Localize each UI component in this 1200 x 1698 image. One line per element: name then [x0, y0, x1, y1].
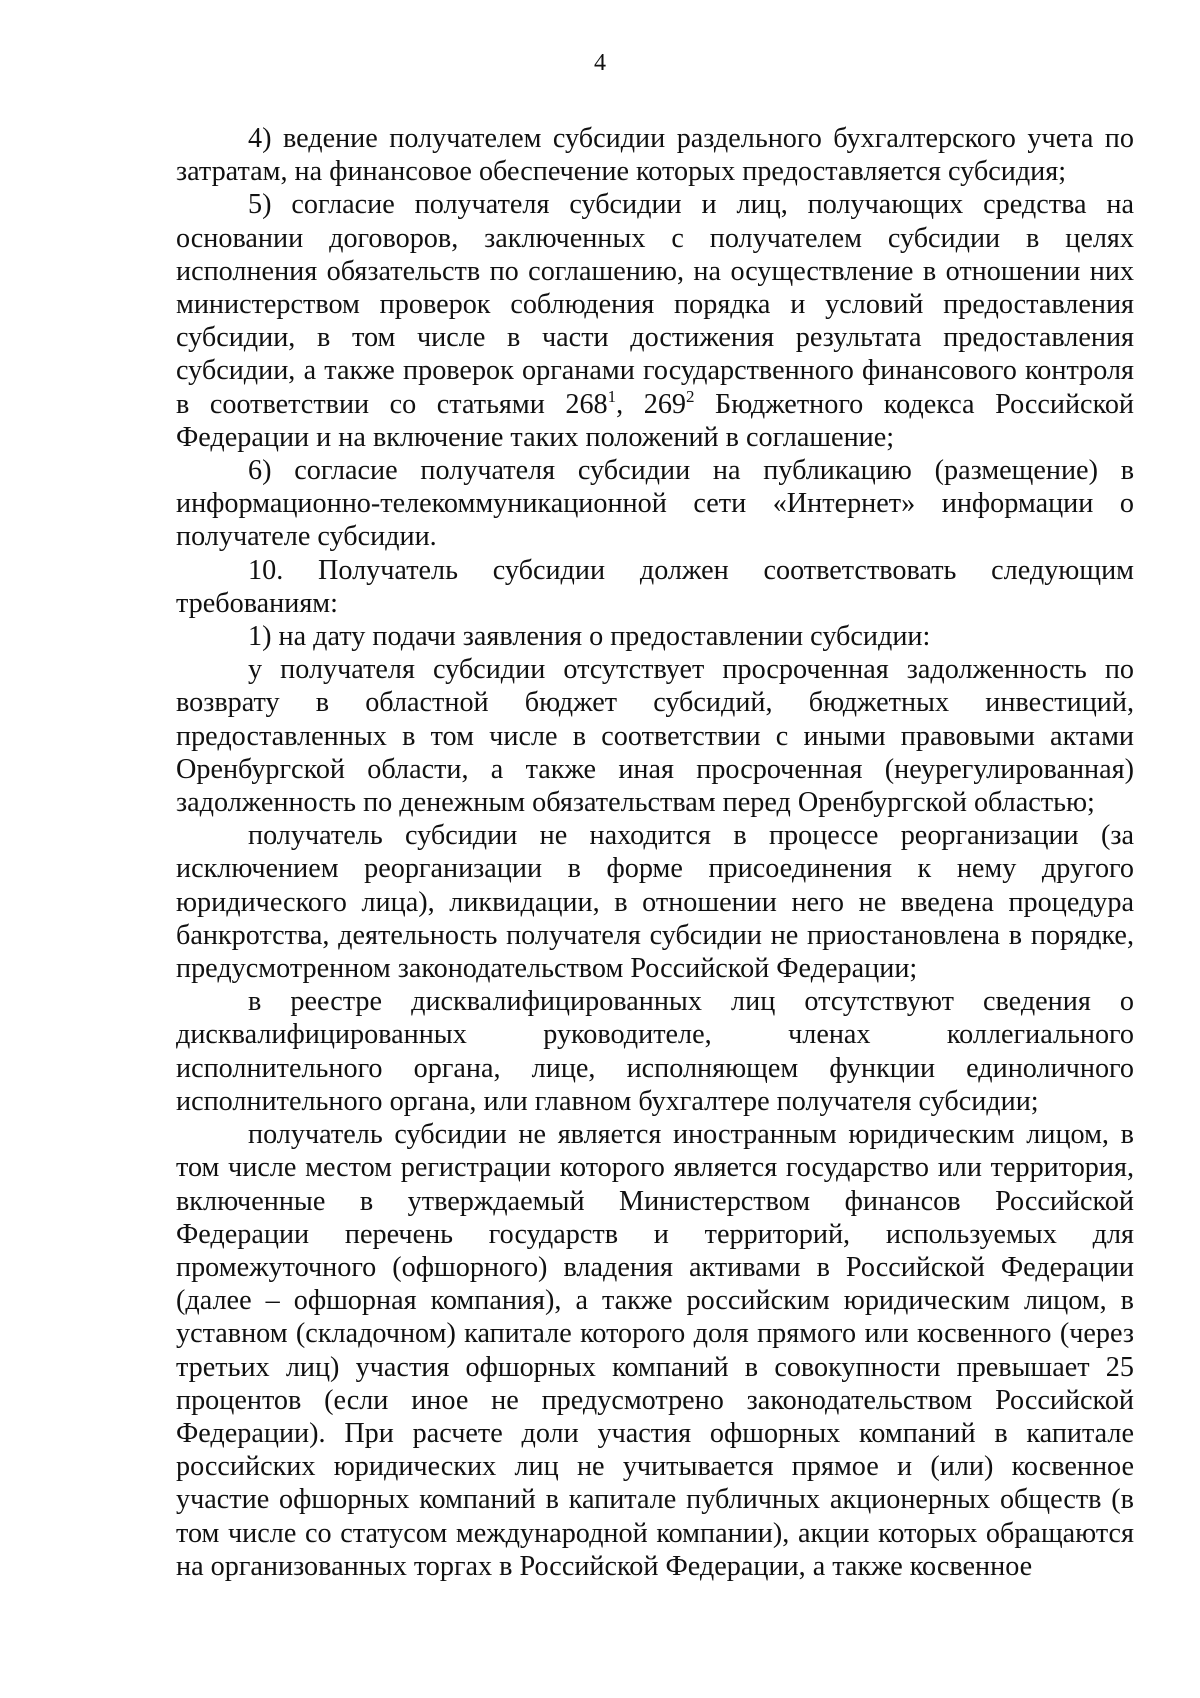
article-269-superscript: 2: [686, 386, 695, 406]
paragraph-item-6: 6) согласие получателя субсидии на публикацию (размещение) в информационно-телекоммуникационной сети «Интернет» информации о получателе субсидии.: [176, 455, 1134, 553]
paragraph-section-10: 10. Получатель субсидии должен соответствовать следующим требованиям:: [176, 554, 1134, 619]
paragraph-item-5: [176, 188, 1134, 454]
article-separator: ,: [616, 388, 644, 420]
paragraph-subitem-1: 1) на дату подачи заявления о предоставлении субсидии:: [248, 621, 931, 653]
paragraph-no-debt: у получателя субсидии отсутствует просроченная задолженность по возврату в областной бюджет субсидий, бюджетных инвестиций, предоставленных в том числе в соответствии с иными правовыми актами Оренбургской области, а также иная просроченная (неурегулированная) задолженность по денежным обязательствам перед Оренбургской областью;: [176, 654, 1134, 819]
document-body: [176, 122, 1134, 1583]
article-268-superscript: 1: [607, 386, 617, 406]
item-5-text-before: 5) согласие получателя субсидии и лиц, получающих средства на основании договоров, заключенных с получателем субсидии в целях исполнения обязательств по соглашению, на осуществление в отношении них министерством проверок соблюдения порядка и условий предоставления субсидии, в том числе в части достижения результата предоставления субсидии, а также проверок органами государственного финансового контроля в соответствии со статьями: [176, 189, 1134, 420]
article-269: 269: [643, 388, 687, 420]
paragraph-item-4: 4) ведение получателем субсидии раздельного бухгалтерского учета по затратам, на финансовое обеспечение которых предоставляется субсидия;: [176, 123, 1134, 188]
item-5-text-after: Бюджетного кодекса Российской Федерации и на включение таких положений в соглашение;: [176, 388, 1135, 453]
paragraph-disqualified-registry: в реестре дисквалифицированных лиц отсутствуют сведения о дисквалифицированных руководителе, членах коллегиального исполнительного органа, лице, исполняющем функции единоличного исполнительного органа, или главном бухгалтере получателя субсидии;: [176, 986, 1134, 1117]
article-268: 268: [565, 388, 608, 420]
paragraph-no-reorganization: получатель субсидии не находится в процессе реорганизации (за исключением реорганизации в форме присоединения к нему другого юридического лица), ликвидации, в отношении него не введена процедура банкротства, деятельность получателя субсидии не приостановлена в порядке, предусмотренном законодательством Российской Федерации;: [176, 820, 1134, 985]
paragraph-offshore: получатель субсидии не является иностранным юридическим лицом, в том числе местом регистрации которого является государство или территория, включенные в утверждаемый Министерством финансов Российской Федерации перечень государств и территорий, используемых для промежуточного (офшорного) владения активами в Российской Федерации (далее – офшорная компания), а также российским юридическим лицом, в уставном (складочном) капитале которого доля прямого или косвенного (через третьих лиц) участия офшорных компаний в совокупности превышает 25 процентов (если иное не предусмотрено законодательством Российской Федерации). При расчете доли участия офшорных компаний в капитале российских юридических лиц не учитывается прямое и (или) косвенное участие офшорных компаний в капитале публичных акционерных обществ (в том числе со статусом международной компании), акции которых обращаются на организованных торгах в Российской Федерации, а также косвенное: [176, 1119, 1134, 1582]
page-number: 4: [594, 50, 606, 76]
